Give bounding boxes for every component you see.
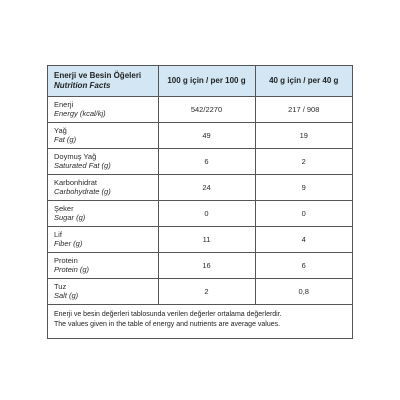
- nutrient-name-en: Saturated Fat (g): [54, 161, 111, 170]
- header-per-40g: 40 g için / per 40 g: [255, 66, 352, 96]
- header-nutrient-en: Nutrition Facts: [54, 80, 111, 90]
- nutrient-name-en: Fat (g): [54, 135, 77, 144]
- nutrient-name-en: Carbohydrate (g): [54, 187, 111, 196]
- nutrient-cell: [48, 148, 158, 174]
- footnote-tr: Enerji ve besin değerleri tablosunda verilen değerler ortalama değerlerdir.: [54, 310, 282, 318]
- nutrient-cell: [48, 122, 158, 148]
- value-per-40g: 9: [255, 174, 352, 200]
- table-row: [48, 278, 352, 304]
- value-per-40g: 19: [255, 122, 352, 148]
- table-row: [48, 200, 352, 226]
- nutrient-name-tr: Şeker: [54, 204, 74, 213]
- header-nutrient: [48, 66, 158, 96]
- nutrient-name-tr: Protein: [54, 256, 78, 265]
- nutrient-cell: [48, 226, 158, 252]
- table-row: [48, 226, 352, 252]
- value-per-40g: 0: [255, 200, 352, 226]
- table-header-row: [48, 66, 352, 96]
- nutrient-name-tr: Lif: [54, 230, 62, 239]
- table-row: [48, 252, 352, 278]
- value-per-40g: 2: [255, 148, 352, 174]
- value-per-100g: 6: [158, 148, 255, 174]
- nutrition-facts-panel: [47, 65, 353, 339]
- nutrient-cell: [48, 252, 158, 278]
- nutrient-cell: [48, 200, 158, 226]
- table-row: [48, 96, 352, 122]
- value-per-100g: 11: [158, 226, 255, 252]
- header-nutrient-tr: Enerji ve Besin Öğeleri: [54, 70, 142, 80]
- value-per-40g: 6: [255, 252, 352, 278]
- nutrition-table: [48, 66, 352, 305]
- nutrient-name-en: Salt (g): [54, 291, 79, 300]
- value-per-100g: 49: [158, 122, 255, 148]
- nutrient-cell: [48, 174, 158, 200]
- nutrient-name-en: Protein (g): [54, 265, 90, 274]
- value-per-40g: 217 / 908: [255, 96, 352, 122]
- value-per-100g: 16: [158, 252, 255, 278]
- nutrient-name-en: Sugar (g): [54, 213, 86, 222]
- value-per-40g: 0,8: [255, 278, 352, 304]
- table-row: [48, 148, 352, 174]
- footnote: [48, 305, 352, 335]
- nutrient-name-en: Fiber (g): [54, 239, 83, 248]
- footnote-en: The values given in the table of energy and nutrients are average values.: [54, 320, 281, 328]
- value-per-40g: 4: [255, 226, 352, 252]
- value-per-100g: 2: [158, 278, 255, 304]
- nutrient-name-en: Energy (kcal/kj): [54, 109, 106, 118]
- nutrient-cell: [48, 96, 158, 122]
- nutrient-name-tr: Yağ: [54, 126, 67, 135]
- table-row: [48, 174, 352, 200]
- nutrient-name-tr: Karbonhidrat: [54, 178, 97, 187]
- value-per-100g: 542/2270: [158, 96, 255, 122]
- table-row: [48, 122, 352, 148]
- nutrient-cell: [48, 278, 158, 304]
- nutrient-name-tr: Doymuş Yağ: [54, 152, 97, 161]
- nutrient-name-tr: Tuz: [54, 282, 67, 291]
- nutrient-name-tr: Enerji: [54, 100, 74, 109]
- value-per-100g: 24: [158, 174, 255, 200]
- header-per-100g: 100 g için / per 100 g: [158, 66, 255, 96]
- value-per-100g: 0: [158, 200, 255, 226]
